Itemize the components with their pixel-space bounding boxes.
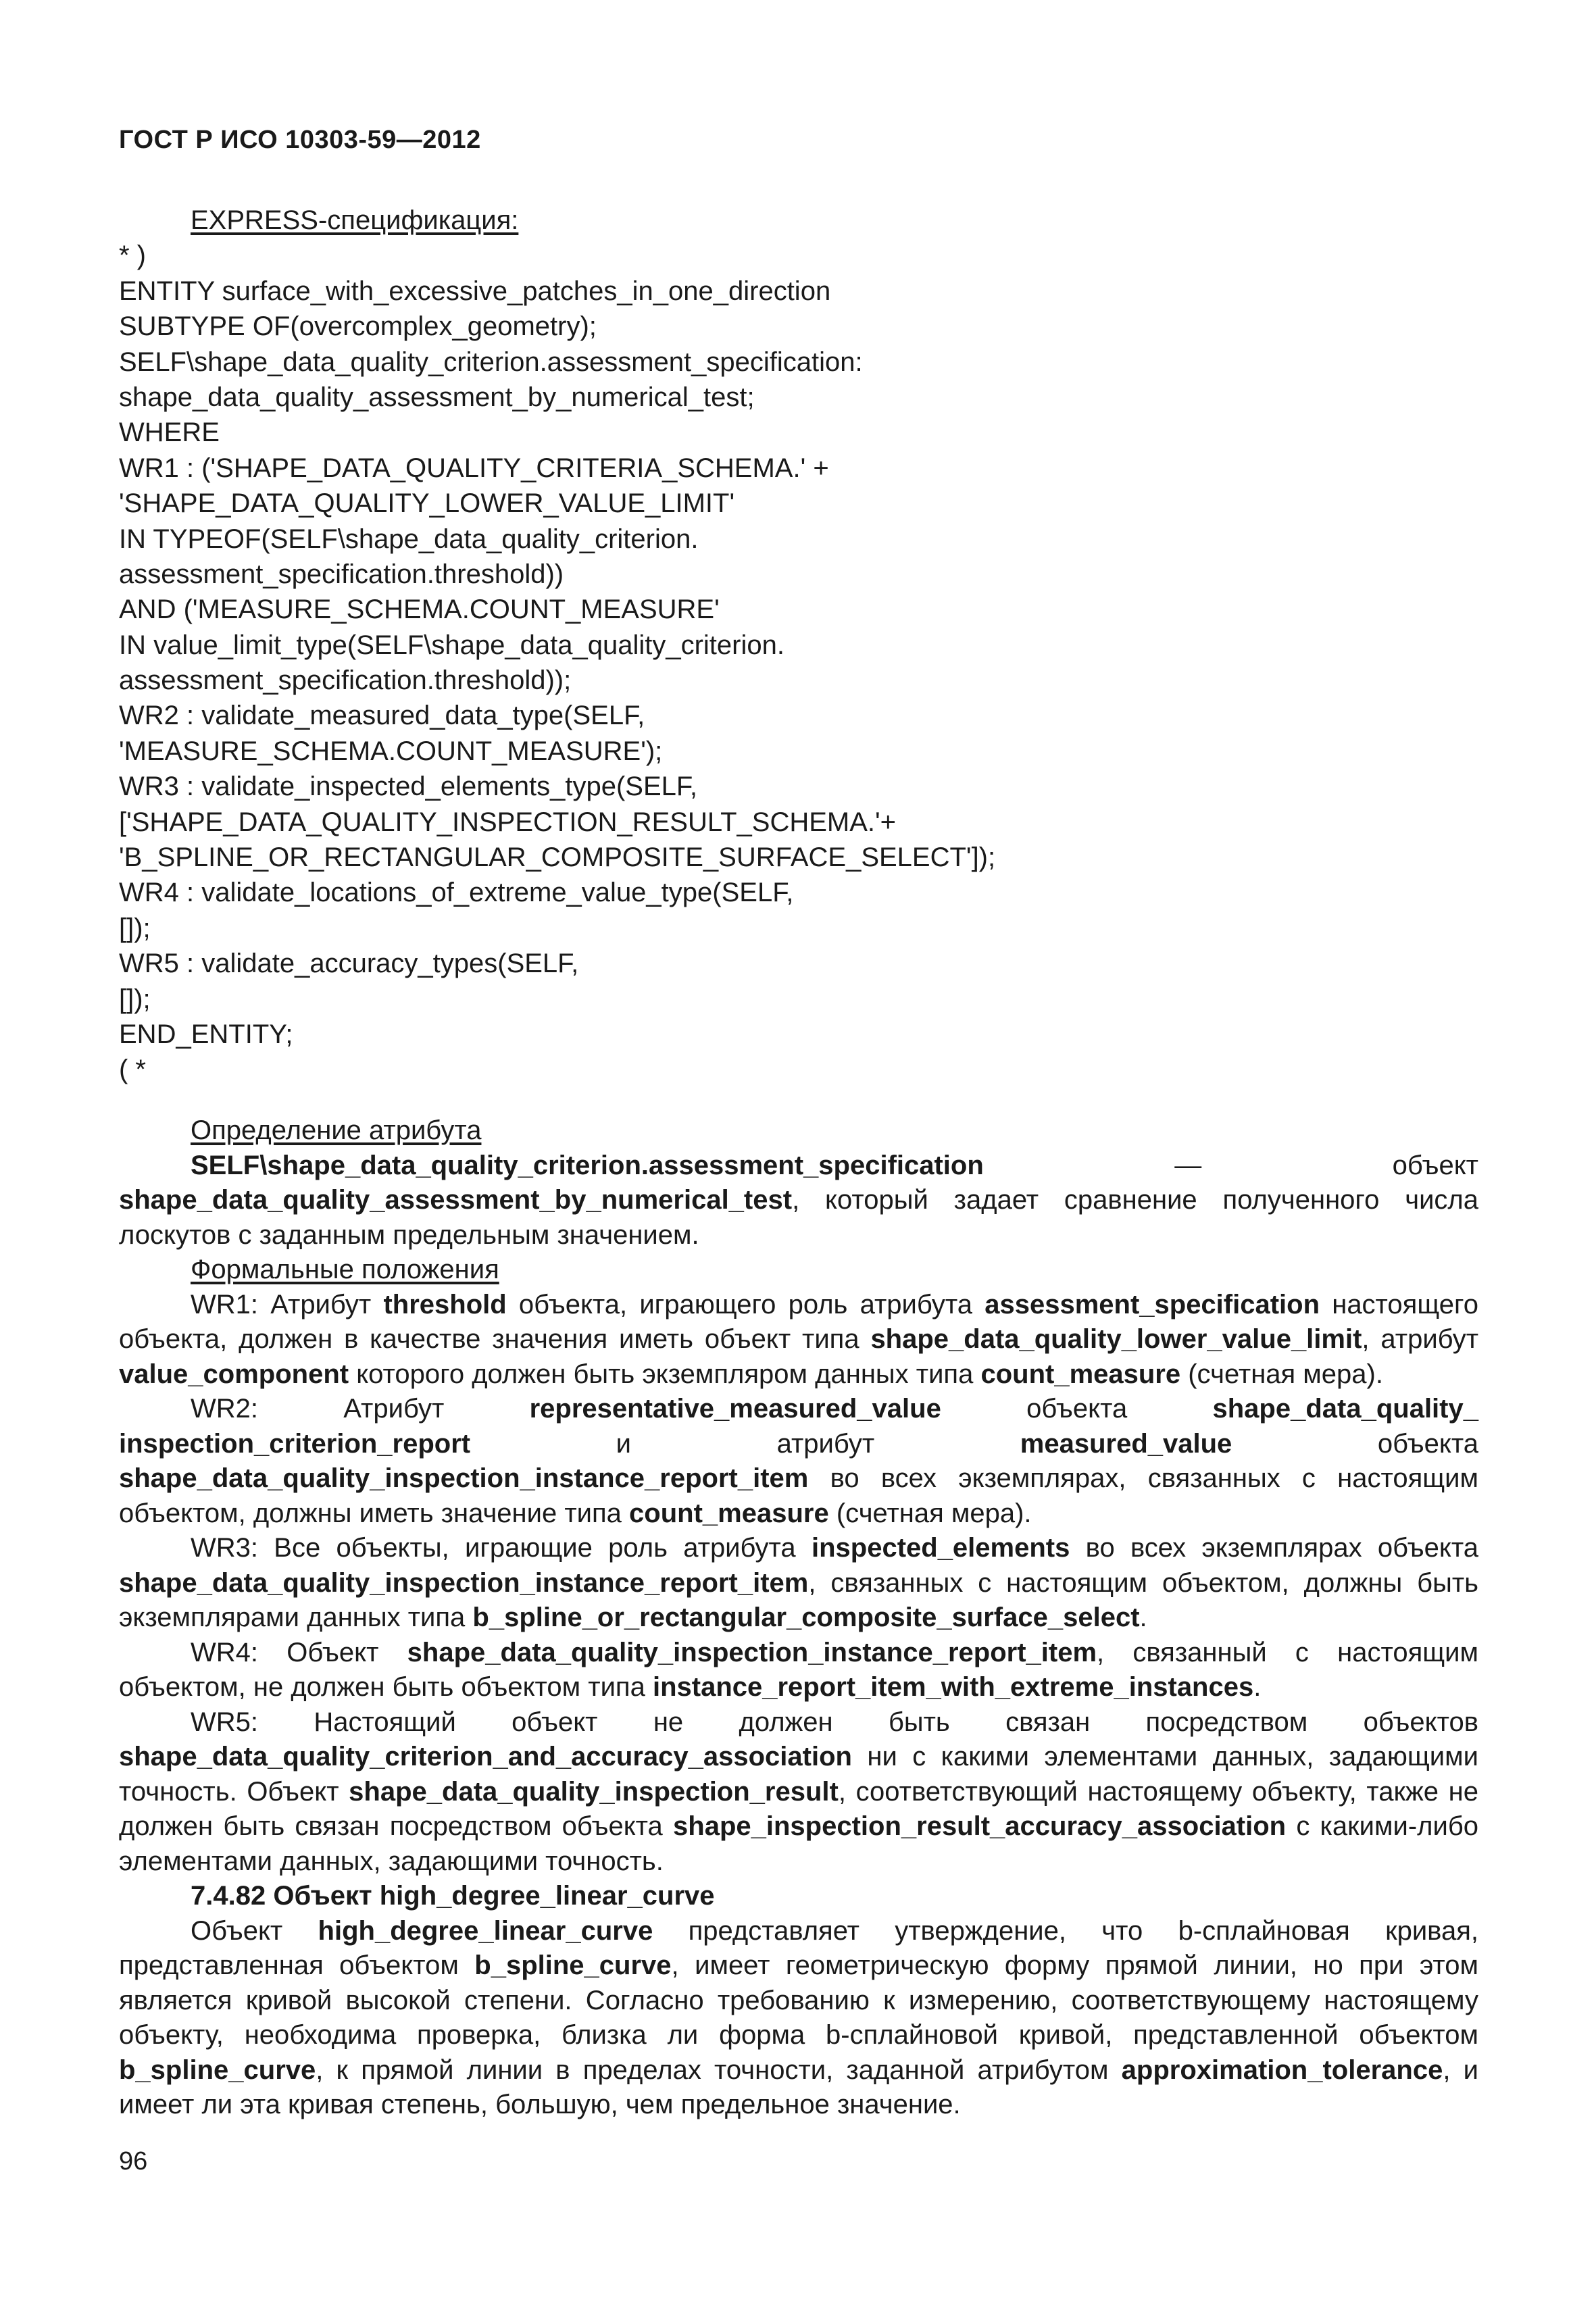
wr3-paragraph <box>119 1531 1478 1636</box>
code-line: WR1 : ('SHAPE_DATA_QUALITY_CRITERIA_SCHEMA.' + <box>119 453 829 483</box>
wr1-paragraph <box>119 1288 1478 1392</box>
section-term: approximation_tolerance <box>1121 2055 1443 2085</box>
rule-text: которого должен быть экземпляром данных типа <box>349 1359 981 1389</box>
code-line: shape_data_quality_assessment_by_numerical_test; <box>119 382 755 412</box>
section-text: представляет утверждение, что b-сплайновая кривая, представленная объектом <box>119 1915 1478 1980</box>
attribute-definition-heading-text: Определение атрибута <box>191 1115 482 1145</box>
section-text: , имеет геометрическую форму прямой линии, но при этом является кривой высокой степени. Согласно требованию к измерению, соответствующему настоящему объекту, необходима проверка, близка ли форма b-сплайновой кривой, представленной объектом <box>119 1951 1478 2050</box>
section-term: b_spline_curve <box>119 2055 316 2085</box>
code-line: []); <box>119 984 151 1014</box>
rule-text: (счетная мера). <box>1180 1359 1383 1389</box>
express-specification <box>119 203 1477 1088</box>
code-line: * ) <box>119 241 146 271</box>
attr-text: — объект <box>983 1150 1478 1180</box>
section-paragraph <box>119 1914 1478 2123</box>
rule-text: , атрибут <box>1362 1324 1479 1354</box>
code-line: WR5 : validate_accuracy_types(SELF, <box>119 949 579 979</box>
wr2-paragraph <box>119 1392 1478 1531</box>
rule-term: count_measure <box>629 1498 829 1528</box>
rule-text: WR4: Объект <box>191 1637 407 1667</box>
attr-term: shape_data_quality_assessment_by_numerical_test <box>119 1185 793 1215</box>
rule-text: во всех экземплярах, связанных с настоящим объектом, должны иметь значение типа <box>119 1463 1478 1528</box>
code-line: []); <box>119 913 151 943</box>
wr5-paragraph <box>119 1705 1478 1880</box>
rule-term: count_measure <box>980 1359 1181 1389</box>
code-line: ( * <box>119 1055 146 1085</box>
page-number: 96 <box>119 2147 148 2175</box>
rule-text: . <box>1253 1672 1262 1702</box>
section-title: 7.4.82 Объект high_degree_linear_curve <box>191 1881 715 1911</box>
rule-text: объекта <box>1232 1428 1478 1459</box>
rule-term: assessment_specification <box>984 1289 1320 1319</box>
code-line: IN TYPEOF(SELF\shape_data_quality_criterion. <box>119 524 699 554</box>
code-line: SELF\shape_data_quality_criterion.assessment_specification: <box>119 347 863 377</box>
attr-text: , который задает сравнение полученного числа лоскутов с заданным предельным значением. <box>119 1185 1478 1250</box>
attr-term: SELF\shape_data_quality_criterion.assessment_specification <box>191 1150 984 1180</box>
code-line: ENTITY surface_with_excessive_patches_in_one_direction <box>119 276 831 306</box>
rule-text: объекта, играющего роль атрибута <box>506 1289 985 1319</box>
section-term: high_degree_linear_curve <box>318 1915 653 1946</box>
code-line: SUBTYPE OF(overcomplex_geometry); <box>119 311 597 342</box>
code-line: assessment_specification.threshold)) <box>119 559 564 589</box>
rule-text: , соответствующий настоящему объекту, также не должен быть связан посредством объекта <box>119 1776 1478 1841</box>
code-line: END_ENTITY; <box>119 1019 293 1049</box>
rule-term: shape_data_quality_criterion_and_accuracy_association <box>119 1742 852 1771</box>
attribute-definition-heading <box>119 1113 1478 1149</box>
code-line: WR2 : validate_measured_data_type(SELF, <box>119 701 645 731</box>
rule-term: shape_data_quality_inspection_instance_report_item <box>119 1463 809 1493</box>
rule-text: . <box>1139 1603 1147 1632</box>
rule-text: и атрибут <box>470 1428 1020 1459</box>
code-line: 'SHAPE_DATA_QUALITY_LOWER_VALUE_LIMIT' <box>119 488 735 519</box>
rule-term: shape_data_quality_lower_value_limit <box>870 1324 1362 1354</box>
section-text: , и имеет ли эта кривая степень, большую, чем предельное значение. <box>119 2055 1478 2119</box>
rule-term: shape_inspection_result_accuracy_association <box>673 1811 1287 1841</box>
rule-term: inspected_elements <box>811 1533 1070 1563</box>
rule-term: shape_data_quality_inspection_instance_report_item <box>407 1637 1097 1667</box>
rule-text: , связанных с настоящим объектом, должны быть экземплярами данных типа <box>119 1567 1478 1632</box>
rule-text: (счетная мера). <box>828 1498 1032 1528</box>
code-line: WHERE <box>119 418 220 448</box>
rule-text: WR2: Атрибут <box>191 1394 530 1424</box>
section-term: b_spline_curve <box>474 1951 672 1980</box>
code-line: ['SHAPE_DATA_QUALITY_INSPECTION_RESULT_SCHEMA.'+ <box>119 807 897 837</box>
rule-text: , связанный с настоящим объектом, не должен быть объектом типа <box>119 1637 1479 1702</box>
rule-term: instance_report_item_with_extreme_instances <box>652 1672 1254 1702</box>
section-text: Объект <box>191 1915 318 1946</box>
rule-term: b_spline_or_rectangular_composite_surface_select <box>472 1603 1140 1632</box>
rule-text: ни с какими элементами данных, задающими точность. Объект <box>119 1742 1478 1807</box>
rule-term: threshold <box>383 1289 507 1319</box>
code-line: AND ('MEASURE_SCHEMA.COUNT_MEASURE' <box>119 595 720 625</box>
document-header: ГОСТ Р ИСО 10303-59—2012 <box>119 126 481 154</box>
formal-propositions-heading-text: Формальные положения <box>191 1255 499 1284</box>
rule-term: measured_value <box>1020 1428 1232 1459</box>
rule-term: shape_data_quality_inspection_instance_report_item <box>119 1567 809 1598</box>
rule-text: WR5: Настоящий объект не должен быть связан посредством объектов <box>191 1707 1478 1737</box>
section-text: , к прямой линии в пределах точности, заданной атрибутом <box>316 2055 1122 2085</box>
rule-text: во всех экземплярах объекта <box>1070 1533 1478 1563</box>
rule-text: объекта <box>941 1394 1213 1424</box>
rule-text: WR1: Атрибут <box>191 1289 384 1319</box>
rule-term: shape_data_quality_ inspection_criterion_report <box>119 1394 1478 1459</box>
rule-text: WR3: Все объекты, играющие роль атрибута <box>191 1533 812 1563</box>
code-line: IN value_limit_type(SELF\shape_data_quality_criterion. <box>119 630 784 660</box>
rule-term: value_component <box>119 1359 349 1389</box>
attribute-definition-paragraph <box>119 1149 1478 1253</box>
code-line: WR4 : validate_locations_of_extreme_value_type(SELF, <box>119 878 794 908</box>
body-text <box>119 1113 1478 2123</box>
code-line: 'B_SPLINE_OR_RECTANGULAR_COMPOSITE_SURFACE_SELECT']); <box>119 842 996 873</box>
formal-propositions-heading <box>119 1253 1478 1288</box>
rule-term: representative_measured_value <box>529 1394 941 1424</box>
code-line: assessment_specification.threshold)); <box>119 665 572 696</box>
rule-text: настоящего объекта, должен в качестве значения иметь объект типа <box>119 1289 1478 1354</box>
express-heading: EXPRESS-спецификация: <box>191 205 519 235</box>
code-line: WR3 : validate_inspected_elements_type(SELF, <box>119 772 698 802</box>
wr4-paragraph <box>119 1636 1478 1705</box>
rule-text: с какими-либо элементами данных, задающими точность. <box>119 1811 1479 1876</box>
rule-term: shape_data_quality_inspection_result <box>349 1776 839 1807</box>
code-line: 'MEASURE_SCHEMA.COUNT_MEASURE'); <box>119 736 663 766</box>
